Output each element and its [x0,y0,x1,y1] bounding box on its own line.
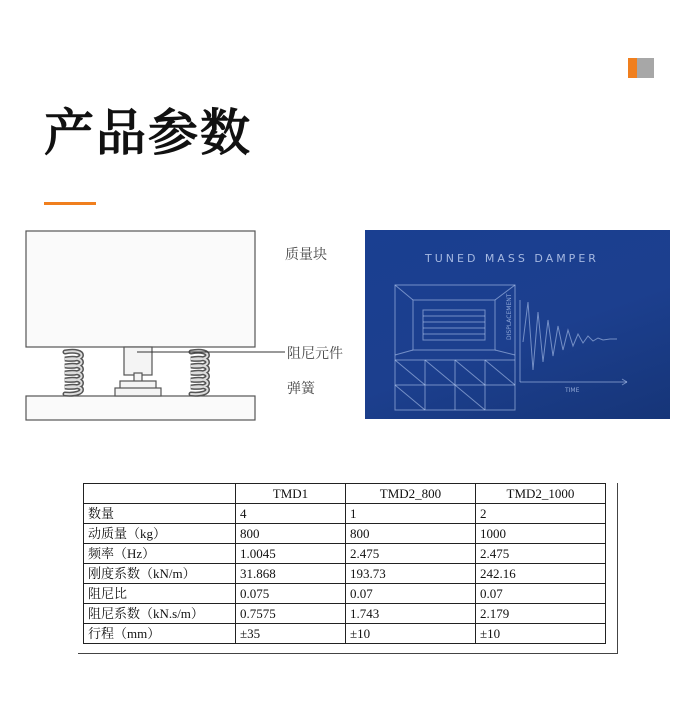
param-name-cell: 数量 [84,504,236,524]
table-row [84,504,606,524]
table-cell: 2.475 [476,544,606,564]
table-header-cell: TMD2_1000 [476,484,606,504]
param-name-cell: 动质量（kg） [84,524,236,544]
table-cell: 800 [346,524,476,544]
damper-diagram [25,228,365,424]
table-cell: 0.7575 [236,604,346,624]
table-cell: 1000 [476,524,606,544]
table-frame-line [78,653,618,654]
table-cell: 193.73 [346,564,476,584]
table-cell: 2 [476,504,606,524]
mass-block [26,231,255,347]
damping-element-label: 阻尼元件 [287,346,343,362]
table-header-cell: TMD2_800 [346,484,476,504]
table-frame-line [617,483,618,653]
table-cell: ±35 [236,624,346,644]
table-cell: 0.07 [346,584,476,604]
table-cell: 2.475 [346,544,476,564]
table-row [84,624,606,644]
graph-x-label: TIME [565,387,580,394]
param-name-cell: 行程（mm） [84,624,236,644]
table-cell: 800 [236,524,346,544]
table-row [84,584,606,604]
graph-y-label: DISPLACEMENT [506,293,513,340]
blueprint-drawing [365,230,670,419]
table-row [84,524,606,544]
tmd-blueprint-image [365,230,670,419]
corner-orange-block [628,58,637,78]
damper-element [115,347,161,396]
parameter-table [83,483,606,644]
corner-gray-block [637,58,654,78]
table-cell: ±10 [346,624,476,644]
table-cell: 31.868 [236,564,346,584]
table-row [84,604,606,624]
table-cell: 4 [236,504,346,524]
mass-block-label: 质量块 [285,247,327,263]
table-cell: 0.07 [476,584,606,604]
table-header-row [84,484,606,504]
corner-decoration [628,58,654,78]
base-plate [26,396,255,420]
table-cell: 2.179 [476,604,606,624]
table-cell: 1.743 [346,604,476,624]
table-cell: 0.075 [236,584,346,604]
page-title: 产品参数 [44,104,252,162]
table-header-cell: TMD1 [236,484,346,504]
param-name-cell: 刚度系数（kN/m） [84,564,236,584]
photo-title: TUNED MASS DAMPER [425,252,599,265]
table-cell: 1.0045 [236,544,346,564]
table-header-cell [84,484,236,504]
param-name-cell: 频率（Hz） [84,544,236,564]
table-row [84,564,606,584]
table-row [84,544,606,564]
spring-label: 弹簧 [287,381,315,397]
param-name-cell: 阻尼系数（kN.s/m） [84,604,236,624]
table-cell: ±10 [476,624,606,644]
title-underline [44,202,96,205]
table-cell: 242.16 [476,564,606,584]
param-name-cell: 阻尼比 [84,584,236,604]
table-cell: 1 [346,504,476,524]
